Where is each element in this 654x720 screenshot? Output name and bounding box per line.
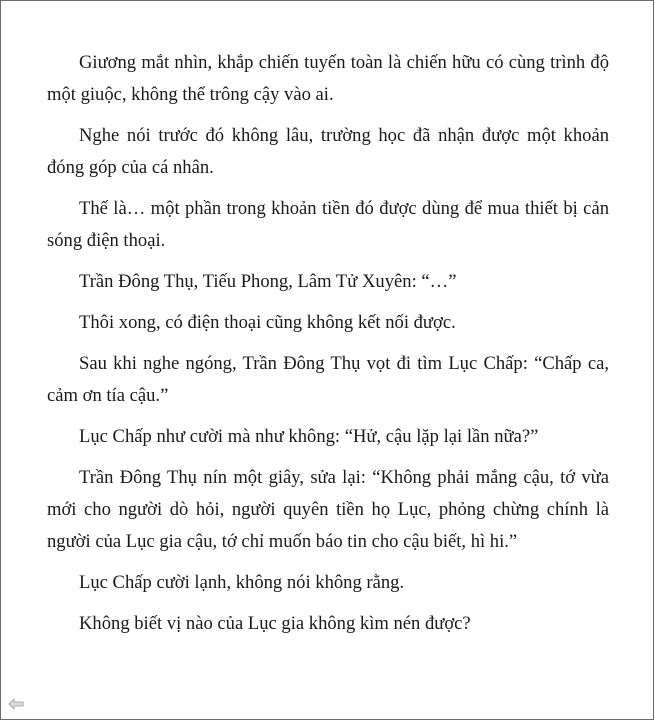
paragraph-4: Trần Đông Thụ, Tiếu Phong, Lâm Tử Xuyên: “…” bbox=[79, 271, 457, 292]
paragraph-7: Lục Chấp như cười mà như không: “Hử, cậu lặp lại lần nữa?” bbox=[79, 426, 539, 447]
paragraph-8: Trần Đông Thụ nín một giây, sửa lại: “Không phải mắng cậu, tớ vừa mới cho người dò hỏi, người quyên tiền họ Lục, phỏng chừng chính là người của Lục gia cậu, tớ chỉ muốn báo tin cho cậu biết, hì hi.” bbox=[47, 467, 609, 552]
document-body bbox=[47, 47, 609, 649]
paragraph-9: Lục Chấp cười lạnh, không nói không rằng. bbox=[79, 572, 405, 593]
paragraph-1: Giương mắt nhìn, khắp chiến tuyến toàn là chiến hữu có cùng trình độ một giuộc, không thể trông cậy vào ai. bbox=[47, 52, 609, 105]
back-arrow-icon[interactable] bbox=[8, 698, 24, 710]
paragraph-5: Thôi xong, có điện thoại cũng không kết nối được. bbox=[79, 312, 456, 333]
paragraph-6: Sau khi nghe ngóng, Trần Đông Thụ vọt đi tìm Lục Chấp: “Chấp ca, cảm ơn tía cậu.” bbox=[47, 353, 609, 406]
paragraph-10: Không biết vị nào của Lục gia không kìm nén được? bbox=[79, 613, 471, 634]
paragraph-3: Thế là… một phần trong khoản tiền đó được dùng để mua thiết bị cản sóng điện thoại. bbox=[47, 198, 609, 251]
paragraph-2: Nghe nói trước đó không lâu, trường học đã nhận được một khoản đóng góp của cá nhân. bbox=[47, 125, 609, 178]
